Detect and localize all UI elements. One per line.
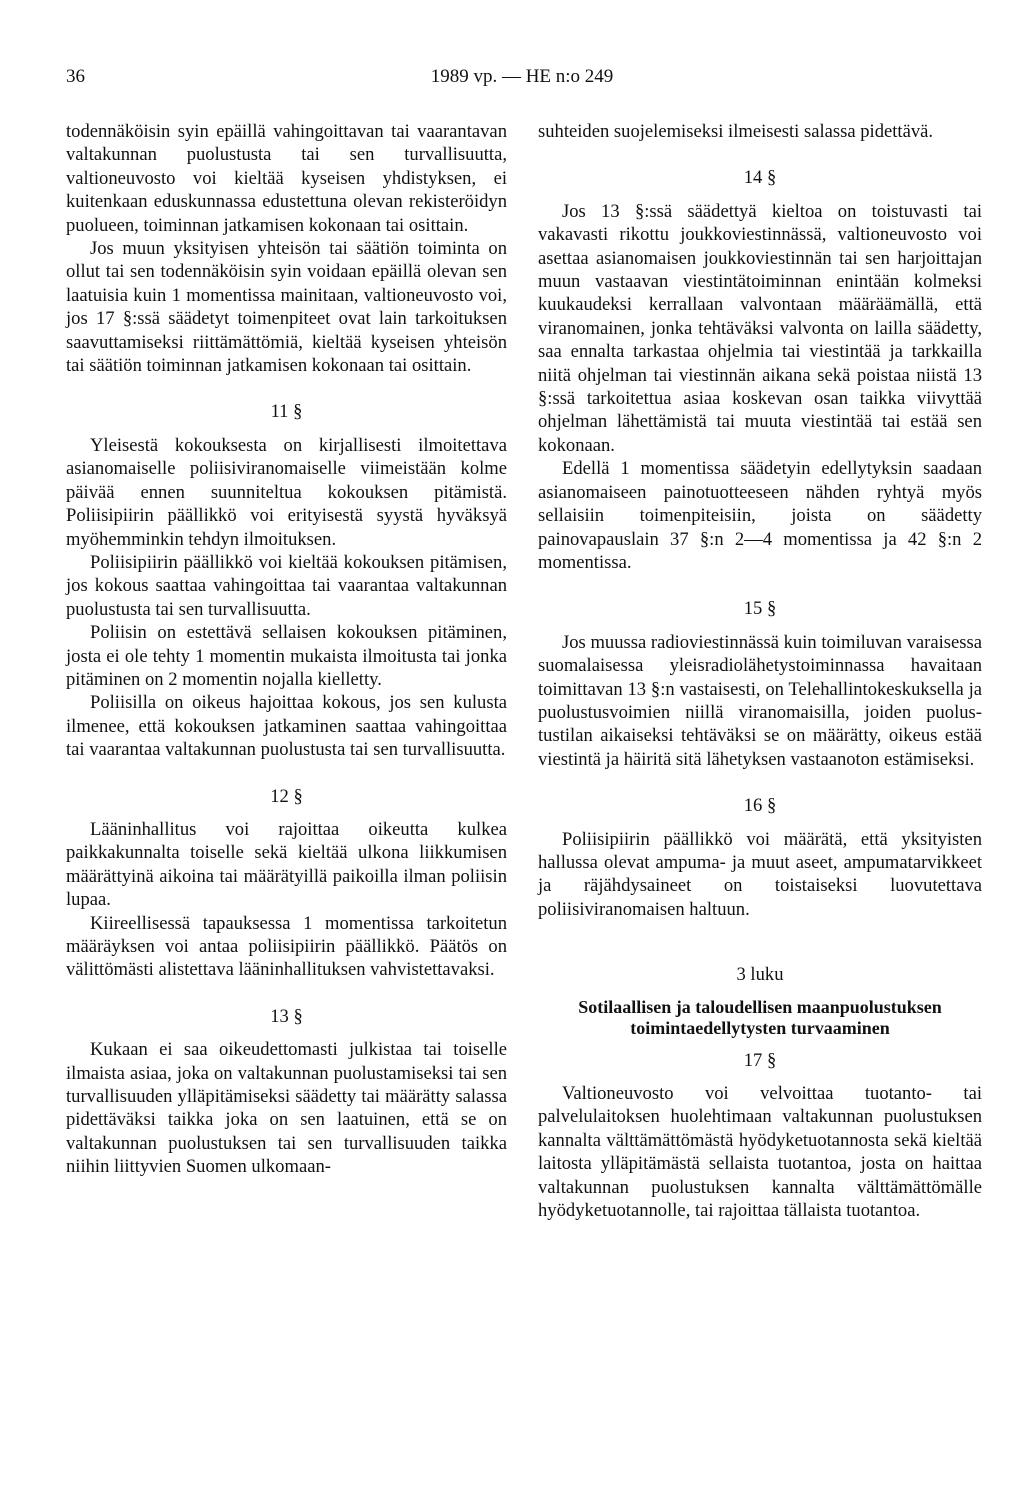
section-heading: 15 § xyxy=(743,598,777,620)
section-heading: 14 § xyxy=(743,167,777,189)
paragraph: Kukaan ei saa oikeudettomasti julkistaa tai toiselle ilmaista asiaa, joka on valtakunnan puolustamiseksi tai sen turvallisuuden ylläpitämiseksi säädetty tai määrätty salassa pidettäväksi taikka joka on sen laatuinen, että se on valtakunnan puolustuksen tai sen turvallisuuden taikka niihin liittyvien Suomen ulkomaan- xyxy=(66,1039,507,1178)
section-heading: 11 § xyxy=(270,401,303,423)
page-number: 36 xyxy=(66,66,85,87)
paragraph: Poliisin on estettävä sellaisen kokouksen pitäminen, josta ei ole tehty 1 momentin mukaista ilmoitusta tai jonka pitäminen on 2 momentin nojalla kielletty. xyxy=(66,622,507,690)
running-title: 1989 vp. — HE n:o 249 xyxy=(430,66,614,87)
paragraph: Kiireellisessä tapauksessa 1 momentissa tarkoitetun määräyksen voi antaa poliisipiirin päällikkö. Päätös on välittömästi alistettava lääninhallituksen vahvistettavaksi. xyxy=(66,912,507,981)
right-column xyxy=(538,120,982,1222)
section-heading: 16 § xyxy=(743,795,777,817)
paragraph: Poliisipiirin päällikkö voi määrätä, että yksityisten hallussa olevat ampuma- ja muut aseet, ampumatarvikkeet ja räjähdysaineet on toistaiseksi luovutettava poliisiviranomaisen haltuun. xyxy=(538,828,982,920)
paragraph: suhteiden suojelemiseksi ilmeisesti salassa pidettävä. xyxy=(538,121,934,142)
paragraph: Jos muun yksityisen yhteisön tai säätiön toiminta on ollut tai sen todennäköisin syin voidaan epäillä olevan sen laatuisia kuin 1 momentissa mainitaan, valtioneuvosto voi, jos 17 §:ssä säädetyt toimenpiteet ovat lain tarkoituksen saavuttamiseksi riittämättömiä, kieltää kyseisen yhteisön tai säätiön toiminnan jatkamisen kokonaan tai osittain. xyxy=(66,238,507,377)
section-heading: 13 § xyxy=(270,1005,303,1027)
paragraph: Yleisestä kokouksesta on kirjallisesti ilmoitettava asianomaiselle poliisiviranomaiselle viimeistään kolme päivää ennen suunniteltua kokouksen pitämistä. Poliisipiirin päällikkö voi erityisestä syystä hyväksyä myöhemminkin tehdyn ilmoituksen. xyxy=(66,434,507,550)
paragraph: todennäköisin syin epäillä vahingoittavan tai vaarantavan valtakunnan puolustusta tai sen turvallisuutta, valtioneuvosto voi kieltää kyseisen yhdistyksen, ei kuitenkaan eduskunnassa edustettuna olevan rekisteröidyn puolueen, toiminnan jatkamisen kokonaan tai osittain. xyxy=(66,121,507,236)
left-column xyxy=(66,120,507,1179)
paragraph: Jos 13 §:ssä säädettyä kieltoa on toistuvasti tai vakavasti rikottu joukkoviestinnässä, valtioneuvosto voi asettaa asianomaisen joukkoviestinnän tai sen harjoittajan muun vastaavan viestintätoiminnan enintään kolmeksi kuukaudeksi kerrallaan valvontaan määräämällä, että viranomainen, jonka tehtäväksi valvonta on lailla säädetty, saa ennalta tarkastaa ohjelmia tai viestintää ja tarkkailla niitä ohjelman tai viestinnän aikana sekä poistaa niistä 13 §:ssä tarkoitettua asiaa koskevan osan taikka viivyttää ohjelman lähettämistä tai muuta viestintää tai estää sen kokonaan. xyxy=(538,200,982,456)
paragraph: Edellä 1 momentissa säädetyin edellytyksin saadaan asianomaiseen painotuotteeseen nähden ryhtyä myös sellaisiin toimenpiteisiin, joista on säädetty painovapauslain 37 §:n 2—4 momentissa ja 42 §:n 2 momentissa. xyxy=(538,458,982,573)
paragraph: Poliisilla on oikeus hajoittaa kokous, jos sen kulusta ilmenee, että kokouksen jatkaminen saattaa vahingoittaa tai vaarantaa valtakunnan puolustusta tai sen turvallisuutta. xyxy=(66,692,507,761)
chapter-number: 3 luku xyxy=(736,964,784,986)
paragraph: Jos muussa radioviestinnässä kuin toimiluvan varaisessa suomalaisessa yleisradiolähetystoiminnassa havaitaan toimittavan 13 §:n vastaisesti, on Telehallintokeskuksella ja puolustusvoimien niillä viranomaisilla, joiden puolustustilan aikaiseksi tehtäväksi se on määrätty, oikeus estää viestintä ja häiritä sitä lähetyksen vastaanoton estämiseksi. xyxy=(538,631,982,770)
paragraph: Lääninhallitus voi rajoittaa oikeutta kulkea paikkakunnalta toiselle sekä kieltää ulkona liikkumisen määrättyinä aikoina tai määrätyillä paikoilla ilman poliisin lupaa. xyxy=(66,818,507,911)
section-heading: 12 § xyxy=(270,785,303,807)
section-heading: 17 § xyxy=(743,1049,777,1071)
paragraph: Poliisipiirin päällikkö voi kieltää kokouksen pitämisen, jos kokous saattaa vahingoittaa tai vaarantaa valtakunnan puolustusta tai sen turvallisuutta. xyxy=(66,551,507,620)
paragraph: Valtioneuvosto voi velvoittaa tuotanto- tai palvelulaitoksen huolehtimaan valtakunnan puolustuksen kannalta välttämättömästä hyödyketuotannosta sekä kieltää laitosta ylläpitämästä sellaista tuotantoa, josta on haittaa valtakunnan puolustuksen kannalta välttämättömälle hyödyketuotannolle, tai rajoittaa tällaista tuotantoa. xyxy=(538,1083,982,1222)
chapter-title: Sotilaallisen ja taloudellisen maanpuolustuksen toimintaedellytysten turvaaminen xyxy=(578,996,942,1038)
page-header xyxy=(66,66,958,96)
